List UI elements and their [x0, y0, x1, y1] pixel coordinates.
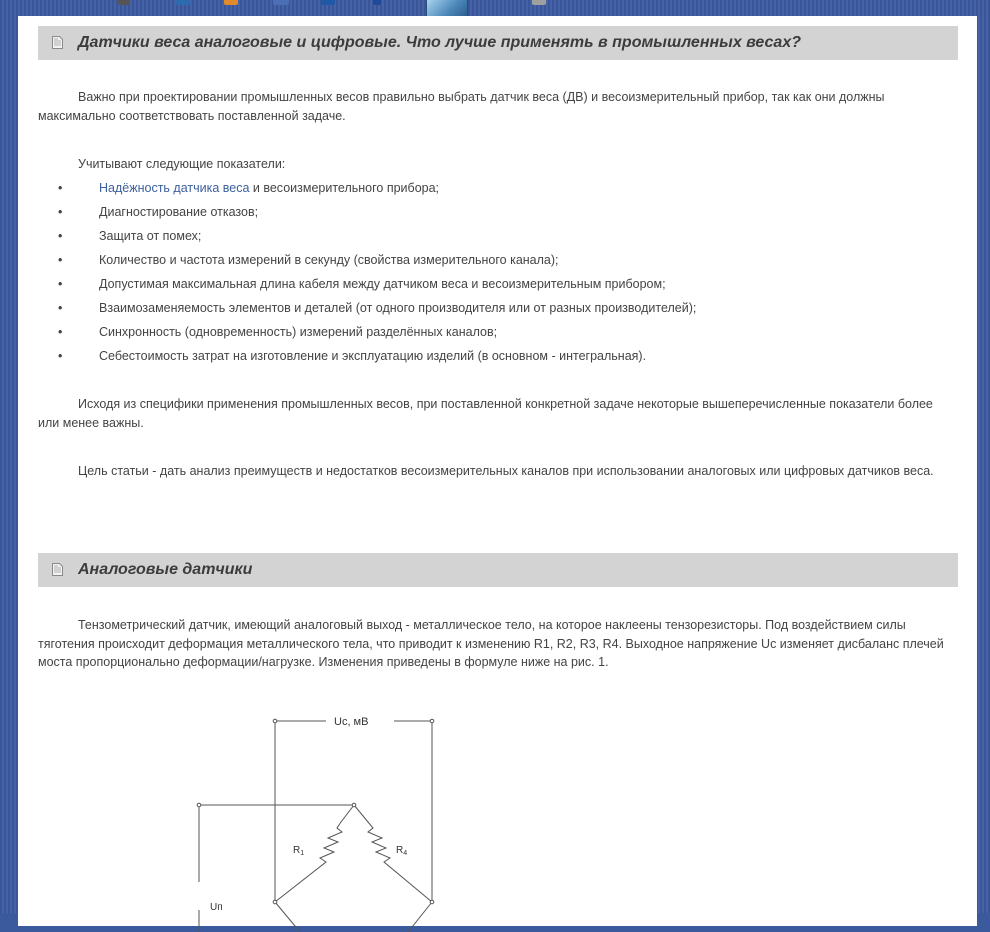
document-icon — [52, 36, 63, 49]
bullet-icon: • — [58, 349, 63, 363]
facebook-icon[interactable] — [273, 0, 289, 5]
list-item-text: и весоизмерительного прибора; — [249, 181, 440, 195]
bullet-icon: • — [58, 325, 63, 339]
bullet-icon: • — [58, 205, 63, 219]
sensor-reliability-link[interactable]: Надёжность датчика веса — [99, 181, 250, 195]
r4-resistor — [354, 805, 432, 902]
bullet-icon: • — [58, 229, 63, 243]
list-item-text: Допустимая максимальная длина кабеля между датчиком веса и весоизмерительным прибором; — [99, 277, 666, 291]
intro-paragraph: Важно при проектировании промышленных весов правильно выбрать датчик веса (ДВ) и весоизмерительный прибор, так как они должны максимально соответствовать поставленной задаче. — [38, 90, 885, 123]
list-item — [38, 299, 696, 323]
toolbar-icon[interactable] — [176, 0, 190, 5]
list-item — [38, 179, 696, 203]
list-item-text: Синхронность (одновременность) измерений разделённых каналов; — [99, 325, 498, 339]
terminal-node — [197, 803, 201, 807]
list-item-text: Защита от помех; — [99, 229, 202, 243]
terminal-node — [430, 719, 434, 723]
criteria-list — [38, 179, 696, 371]
r1-letter: R — [293, 845, 301, 856]
toolbar-icon[interactable] — [118, 0, 130, 5]
goal-paragraph: Цель статьи - дать анализ преимуществ и недостатков весоизмерительных каналов при использовании аналоговых или цифровых датчиков веса. — [78, 464, 934, 478]
list-item — [38, 323, 696, 347]
toolbar-icon[interactable] — [532, 0, 546, 5]
toolbar-icon[interactable] — [321, 0, 335, 5]
list-item — [38, 251, 696, 275]
un-label: Uп — [210, 902, 223, 913]
section-header-sensors — [38, 26, 958, 60]
list-item — [38, 347, 696, 371]
terminal-node — [273, 900, 277, 904]
article-content — [18, 16, 977, 926]
bridge-circuit-diagram — [196, 712, 476, 932]
bullet-icon: • — [58, 181, 63, 195]
r4-subscript: 4 — [403, 850, 408, 857]
criteria-lead: Учитывают следующие показатели: — [78, 157, 286, 171]
list-item — [38, 275, 696, 299]
rss-icon[interactable] — [224, 0, 238, 5]
analog-paragraph: Тензометрический датчик, имеющий аналоговый выход - металлическое тело, на которое наклеены тензорезисторы. Под воздействием силы тяготения происходит деформация металлического тела, что приводит к изменению R1, R2, R3, R4. Выходное напряжение Uс изменяет дисбаланс плечей моста пропорционально деформации/нагрузке. Изменения приведены в формуле ниже на рис. 1. — [38, 618, 944, 669]
r4-label — [396, 845, 407, 857]
list-item — [38, 227, 696, 251]
list-item — [38, 203, 696, 227]
bullet-icon: • — [58, 253, 63, 267]
list-item-text: Себестоимость затрат на изготовление и эксплуатацию изделий (в основном - интегральная). — [99, 349, 647, 363]
list-item-text: Взаимозаменяемость элементов и деталей (от одного производителя или от разных производителей); — [99, 301, 697, 315]
section-header-analog — [38, 553, 958, 587]
uc-label: Uc, мВ — [334, 716, 369, 728]
r1-resistor — [275, 805, 354, 902]
section-title: Датчики веса аналоговые и цифровые. Что лучше применять в промышленных весах? — [78, 34, 801, 51]
r4-letter: R — [396, 845, 404, 856]
terminal-node — [273, 719, 277, 723]
section-title: Аналоговые датчики — [78, 561, 253, 578]
list-item-text: Количество и частота измерений в секунду (свойства измерительного канала); — [99, 253, 559, 267]
document-icon — [52, 563, 63, 576]
bridge-lower-right — [408, 902, 432, 932]
toolbar-icon[interactable] — [373, 0, 381, 5]
list-item-text: Диагностирование отказов; — [99, 205, 259, 219]
terminal-node — [352, 803, 356, 807]
bridge-lower-left — [275, 902, 300, 932]
terminal-node — [430, 900, 434, 904]
specifics-paragraph: Исходя из специфики применения промышленных весов, при поставленной конкретной задаче некоторые вышеперечисленные показатели более или менее важны. — [38, 397, 933, 430]
r1-label — [293, 845, 304, 857]
bullet-icon: • — [58, 277, 63, 291]
r1-subscript: 1 — [300, 850, 305, 857]
bullet-icon: • — [58, 301, 63, 315]
